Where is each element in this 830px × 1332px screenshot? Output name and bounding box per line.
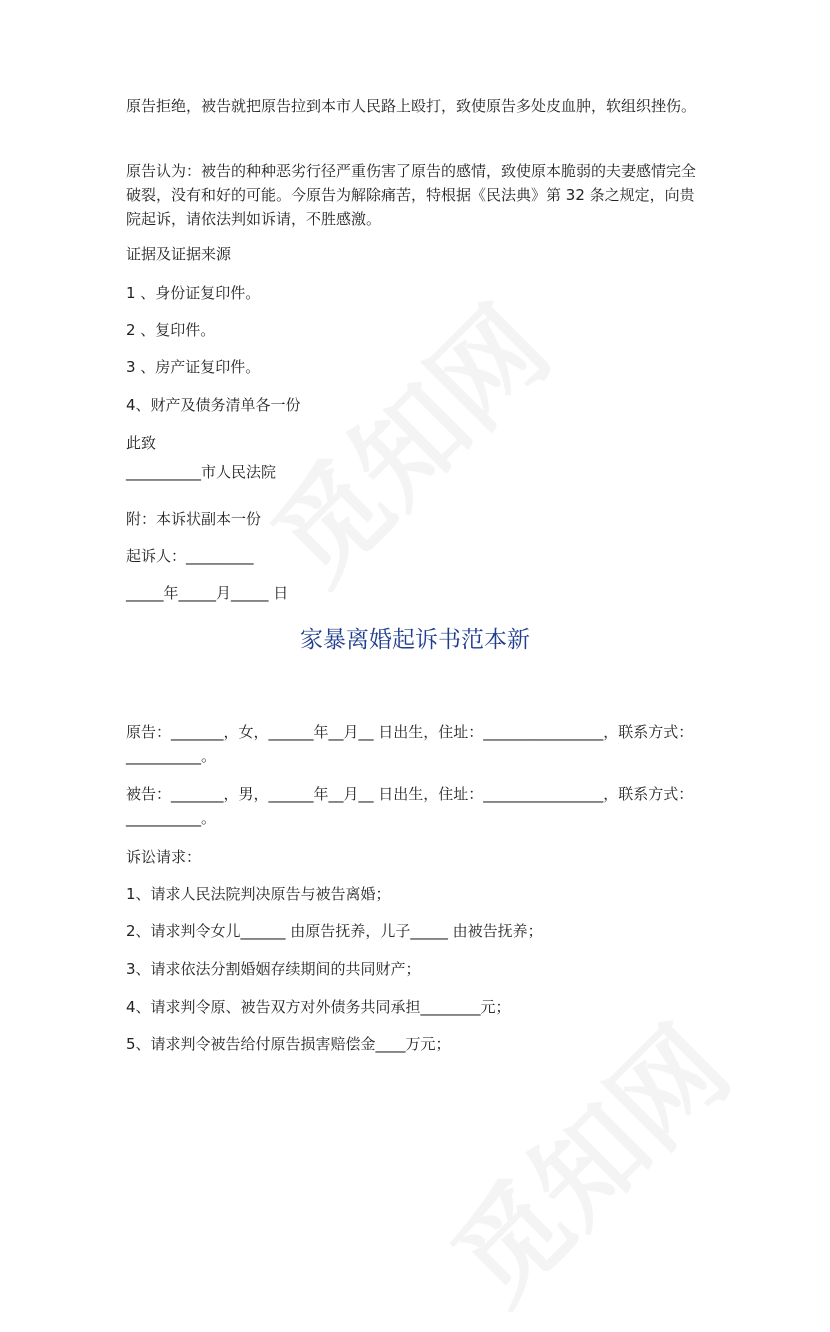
claim-item-4: 4、请求判令原、被告双方对外债务共同承担________元； <box>126 998 511 1016</box>
claims-heading: 诉讼请求： <box>126 848 202 866</box>
evidence-item-4: 4、财产及债务清单各一份 <box>126 396 301 414</box>
court-name: __________市人民法院 <box>126 463 277 481</box>
document-title: 家暴离婚起诉书范本新 <box>300 627 530 653</box>
paragraph-plaintiff-opinion: 原告认为：被告的种种恶劣行径严重伤害了原告的感情，致使原本脆弱的夫妻感情完全破裂，没有和好的可能。今原告为解除痛苦，特根据《民法典》第 32 条之规定，向贵院起诉，请依法判如诉请，不胜感激。 <box>126 162 697 228</box>
defendant-info: 被告：_______，男，______年__月__ 日出生，住址：________________，联系方式：__________。 <box>126 785 694 827</box>
salutation: 此致 <box>126 434 157 452</box>
claim-item-2: 2、请求判令女儿______ 由原告抚养，儿子_____ 由被告抚养； <box>126 922 543 940</box>
claim-item-5: 5、请求判令被告给付原告损害赔偿金____万元； <box>126 1035 451 1053</box>
date-line: _____年_____月_____ 日 <box>126 584 289 602</box>
attachment-note: 附：本诉状副本一份 <box>126 510 262 528</box>
evidence-item-2: 2 、复印件。 <box>126 321 216 339</box>
evidence-item-3: 3 、房产证复印件。 <box>126 358 261 376</box>
claim-item-1: 1、请求人民法院判决原告与被告离婚； <box>126 885 391 903</box>
evidence-item-1: 1 、身份证复印件。 <box>126 284 261 302</box>
plaintiff-info: 原告：_______，女，______年__月__ 日出生，住址：________________，联系方式：__________。 <box>126 723 694 765</box>
plaintiff-signature: 起诉人：_________ <box>126 547 254 565</box>
paragraph-assault: 原告拒绝，被告就把原告拉到本市人民路上殴打，致使原告多处皮血肿，软组织挫伤。 <box>126 97 697 115</box>
evidence-heading: 证据及证据来源 <box>126 245 232 263</box>
claim-item-3: 3、请求依法分割婚姻存续期间的共同财产； <box>126 960 421 978</box>
